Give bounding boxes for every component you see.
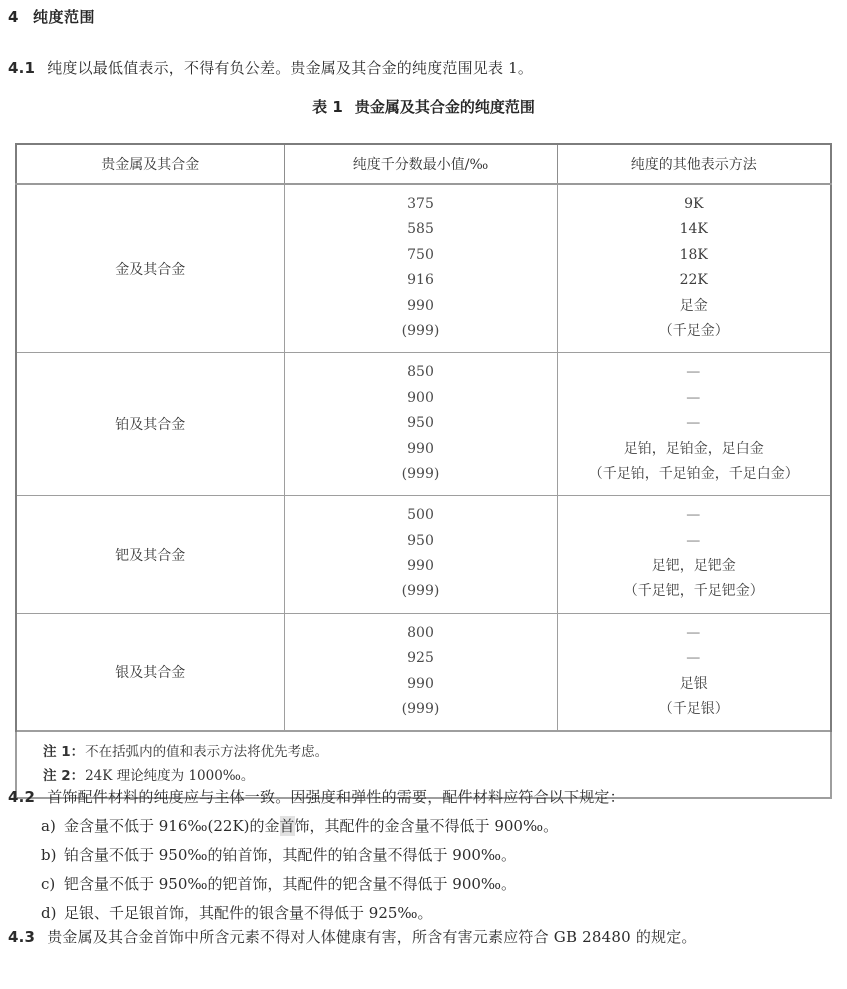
other-notation-value: 足铂，足铂金，足白金	[623, 440, 764, 457]
millesimal-value: 990	[407, 440, 434, 457]
millesimal-value: 990	[407, 558, 434, 575]
note-1-tag: 注 1：	[43, 744, 85, 761]
clause-4-3-number: 4.3	[8, 928, 36, 946]
clause-4-3-text: 贵金属及其合金首饰中所含元素不得对人体健康有害，所含有害元素应符合 GB 28480 的规定。	[47, 928, 697, 946]
other-notation-value: 足银	[679, 675, 708, 692]
other-notation-value: （千足钯，千足钯金）	[623, 583, 764, 600]
clause-4-3	[8, 926, 697, 947]
table-note-2	[43, 764, 830, 788]
purity-table	[15, 143, 832, 799]
table-row	[16, 496, 831, 614]
note-2-tag: 注 2：	[43, 768, 85, 785]
other-notation-value: —	[686, 650, 702, 667]
table-note-1	[43, 740, 830, 764]
other-notation-value: 22K	[679, 272, 708, 289]
list-item-text: 钯含量不低于 950‰的钯首饰，其配件的钯含量不得低于 900‰。	[64, 875, 517, 893]
purity-table-wrapper	[15, 143, 830, 799]
clause-4-1-number: 4.1	[8, 59, 36, 77]
millesimal-value: 990	[407, 297, 434, 314]
section-title: 纯度范围	[32, 8, 95, 26]
material-name-palladium: 钯及其合金	[16, 496, 284, 614]
millesimal-value: (999)	[401, 465, 440, 482]
millesimal-value: 585	[407, 221, 434, 238]
other-notation-value: 足钯，足钯金	[651, 558, 736, 575]
list-item-marker: c)	[41, 875, 56, 893]
millesimal-values-gold	[284, 184, 557, 353]
list-item-text-before: 金含量不低于 916‰(22K)的金	[64, 817, 280, 835]
table-row	[16, 613, 831, 731]
section-number: 4	[8, 8, 19, 26]
clause-4-2-list	[8, 812, 838, 928]
list-item	[8, 899, 838, 928]
other-notation-value: 14K	[679, 221, 708, 238]
other-notation-value: —	[686, 415, 702, 432]
list-item-text: 铂含量不低于 950‰的铂首饰，其配件的铂含量不得低于 900‰。	[64, 846, 517, 864]
other-notation-value: （千足银）	[658, 701, 729, 718]
list-item-text-after: 饰，其配件的金含量不得低于 900‰。	[294, 817, 559, 835]
millesimal-value: 750	[407, 246, 434, 263]
millesimal-value: 950	[407, 532, 434, 549]
column-header-other: 纯度的其他表示方法	[557, 144, 831, 184]
list-item	[8, 812, 838, 841]
table-row	[16, 353, 831, 496]
other-notation-value: 9K	[684, 196, 704, 212]
other-notation-platinum	[557, 353, 831, 496]
list-item-marker: d)	[41, 904, 57, 922]
millesimal-value: 800	[407, 624, 434, 641]
other-notation-gold	[557, 184, 831, 353]
other-notation-value: —	[686, 389, 702, 406]
other-notation-value: —	[686, 532, 702, 549]
other-notation-value: —	[686, 507, 702, 524]
millesimal-value: 925	[407, 650, 434, 667]
other-notation-value: （千足金）	[658, 322, 729, 339]
other-notation-value: 足金	[679, 297, 708, 314]
other-notation-palladium	[557, 496, 831, 614]
millesimal-value: 500	[407, 507, 434, 524]
other-notation-value: （千足铂，千足铂金，千足白金）	[588, 465, 799, 482]
table-caption	[0, 96, 847, 117]
note-1-text: 不在括弧内的值和表示方法将优先考虑。	[85, 744, 329, 761]
clause-4-2-number: 4.2	[8, 788, 36, 806]
millesimal-value: 850	[407, 364, 434, 381]
list-item	[8, 841, 838, 870]
other-notation-silver	[557, 613, 831, 731]
millesimal-value: 916	[407, 272, 434, 289]
clause-4-1-text: 纯度以最低值表示，不得有负公差。贵金属及其合金的纯度范围见表 1。	[47, 59, 534, 77]
list-item-marker: b)	[41, 846, 57, 864]
table-caption-title: 贵金属及其合金的纯度范围	[354, 98, 535, 116]
other-notation-value: —	[686, 364, 702, 381]
list-item-marker: a)	[41, 817, 56, 835]
millesimal-value: 375	[407, 196, 434, 212]
millesimal-value: (999)	[401, 701, 440, 718]
column-header-millesimal: 纯度千分数最小值/‰	[284, 144, 557, 184]
clause-4-2-text: 首饰配件材料的纯度应与主体一致。因强度和弹性的需要，配件材料应符合以下规定：	[47, 788, 625, 806]
table-header-row	[16, 144, 831, 184]
millesimal-values-silver	[284, 613, 557, 731]
list-item-text: 足银、千足银首饰，其配件的银含量不得低于 925‰。	[64, 904, 433, 922]
table-row	[16, 184, 831, 353]
table-caption-number: 表 1	[312, 98, 343, 116]
millesimal-value: 900	[407, 389, 434, 406]
note-2-text: 24K 理论纯度为 1000‰。	[85, 768, 255, 785]
millesimal-values-platinum	[284, 353, 557, 496]
millesimal-value: 990	[407, 675, 434, 692]
material-name-silver: 银及其合金	[16, 613, 284, 731]
millesimal-value: (999)	[401, 583, 440, 600]
clause-4-2	[8, 786, 625, 807]
millesimal-values-palladium	[284, 496, 557, 614]
highlighted-text: 首	[279, 817, 295, 835]
clause-4-1	[8, 57, 533, 78]
millesimal-value: (999)	[401, 322, 440, 339]
column-header-material: 贵金属及其合金	[16, 144, 284, 184]
millesimal-value: 950	[407, 415, 434, 432]
list-item	[8, 870, 838, 899]
other-notation-value: 18K	[679, 246, 708, 263]
other-notation-value: —	[686, 624, 702, 641]
material-name-gold: 金及其合金	[16, 184, 284, 353]
section-heading	[8, 6, 95, 27]
material-name-platinum: 铂及其合金	[16, 353, 284, 496]
